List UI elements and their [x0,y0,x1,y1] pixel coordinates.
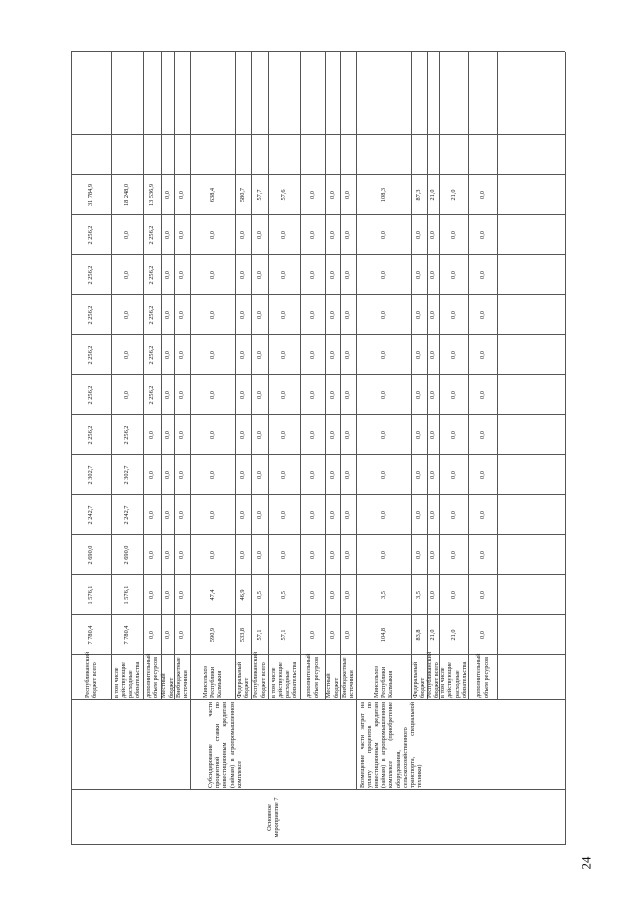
row-rule [497,52,498,700]
value-cell: 0,0 [478,431,486,439]
value-cell: 0,0 [449,311,457,319]
funding-source: в том числе действующие расходные обязательства [112,661,142,698]
value-cell: 0,0 [328,231,336,239]
value-cell: 0,0 [208,431,216,439]
value-cell: 0,0 [280,351,288,359]
value-cell: 0,0 [429,591,437,599]
value-cell: 0,0 [239,311,247,319]
value-cell: 580,7 [239,187,247,203]
value-cell: 0,0 [255,271,263,279]
value-cell: 0,0 [379,471,387,479]
value-cell: 0,0 [328,351,336,359]
value-cell: 0,0 [449,591,457,599]
funding-source: Федеральный бюджет [235,661,250,698]
value-cell: 0,0 [163,351,171,359]
value-cell: 0,0 [328,271,336,279]
value-cell: 0,0 [449,551,457,559]
value-cell: 0,0 [429,431,437,439]
value-cell: 0,0 [163,471,171,479]
value-cell: 590,9 [208,627,216,643]
value-cell: 0,0 [429,231,437,239]
value-cell: 2 256,2 [87,225,95,245]
value-cell: 0,0 [208,271,216,279]
value-cell: 21,0 [429,629,437,641]
value-cell: 2 256,2 [87,305,95,325]
value-cell: 0,0 [308,391,316,399]
value-cell: 7 780,4 [87,625,95,645]
activity-agency: Минсельхоз Республики Калмыкия [201,666,224,698]
value-cell: 0,0 [344,271,352,279]
value-cell: 0,0 [208,511,216,519]
value-cell: 0,0 [478,191,486,199]
value-cell: 0,0 [449,231,457,239]
value-cell: 2 256,2 [87,265,95,285]
value-cell: 2 256,2 [148,305,156,325]
value-cell: 0,0 [148,591,156,599]
value-cell: 0,0 [379,231,387,239]
value-cell: 0,0 [148,471,156,479]
value-cell: 0,0 [178,631,186,639]
value-cell: 0,0 [178,311,186,319]
funding-source: дополнительный объем ресурсов [475,653,490,698]
value-cell: 0,0 [379,551,387,559]
value-cell: 0,0 [178,551,186,559]
value-cell: 0,0 [255,551,263,559]
value-cell: 57,6 [280,189,288,201]
value-cell: 0,0 [255,391,263,399]
funding-source: Местный бюджет [160,673,175,698]
value-cell: 0,0 [478,591,486,599]
value-cell: 2 256,2 [87,345,95,365]
activity-label: Субсидирование части процентной ставки по инвестиционным кредитам (займам) в агропромышленном комплексе [207,702,243,788]
value-cell: 0,0 [148,631,156,639]
value-cell: 0,0 [239,391,247,399]
value-cell: 0,0 [344,631,352,639]
value-cell: 0,0 [308,311,316,319]
value-cell: 0,0 [208,351,216,359]
table-border-vertical [71,51,565,52]
value-cell: 2 242,7 [123,505,131,525]
value-cell: 0,0 [239,471,247,479]
value-cell: 3,5 [379,591,387,599]
value-cell: 0,0 [328,391,336,399]
value-cell: 0,0 [449,391,457,399]
value-cell: 0,0 [163,631,171,639]
value-cell: 0,0 [379,431,387,439]
value-cell: 18 248,0 [123,183,131,207]
value-cell: 0,0 [328,471,336,479]
value-cell: 638,4 [208,187,216,203]
funding-source: в том числе действующие расходные обязательства [269,661,299,698]
value-cell: 0,0 [429,311,437,319]
value-cell: 2 302,7 [123,465,131,485]
value-cell: 0,0 [415,431,423,439]
value-cell: 0,0 [280,271,288,279]
value-cell: 0,0 [163,231,171,239]
value-cell: 2 256,2 [87,385,95,405]
value-cell: 3,5 [415,591,423,599]
value-cell: 0,0 [163,511,171,519]
value-cell: 2 256,2 [148,345,156,365]
value-cell: 57,1 [255,629,263,641]
value-cell: 0,0 [163,431,171,439]
value-cell: 0,0 [308,551,316,559]
table-rule-vertical [71,134,565,135]
value-cell: 0,0 [415,391,423,399]
value-cell: 0,0 [478,551,486,559]
value-cell: 0,0 [429,471,437,479]
value-cell: 47,4 [208,589,216,601]
value-cell: 0,0 [344,351,352,359]
value-cell: 0,0 [328,311,336,319]
value-cell: 1 576,1 [123,585,131,605]
value-cell: 0,0 [280,431,288,439]
value-cell: 31 784,9 [87,183,95,207]
value-cell: 0,0 [208,471,216,479]
value-cell: 7 780,4 [123,625,131,645]
value-cell: 0,0 [178,431,186,439]
value-cell: 0,0 [308,631,316,639]
value-cell: 0,0 [308,271,316,279]
value-cell: 0,0 [280,311,288,319]
value-cell: 108,3 [379,187,387,203]
value-cell: 2 256,2 [148,385,156,405]
value-cell: 0,0 [148,551,156,559]
value-cell: 0,0 [308,231,316,239]
value-cell: 0,0 [308,351,316,359]
value-cell: 0,0 [328,631,336,639]
value-cell: 87,3 [415,189,423,201]
value-cell: 0,0 [415,511,423,519]
value-cell: 0,0 [255,471,263,479]
value-cell: 0,0 [178,191,186,199]
value-cell: 0,0 [255,511,263,519]
value-cell: 0,0 [163,391,171,399]
value-cell: 2 690,0 [123,545,131,565]
value-cell: 0,0 [449,511,457,519]
value-cell: 0,0 [280,231,288,239]
funding-source: Республиканский бюджет всего [425,651,440,698]
value-cell: 0,0 [379,351,387,359]
value-cell: 0,0 [415,271,423,279]
value-cell: 0,0 [379,391,387,399]
value-cell: 0,0 [178,511,186,519]
value-cell: 0,0 [478,351,486,359]
value-cell: 0,0 [415,231,423,239]
value-cell: 21,0 [429,189,437,201]
value-cell: 0,5 [280,591,288,599]
value-cell: 0,0 [344,191,352,199]
value-cell: 0,0 [255,351,263,359]
value-cell: 0,0 [429,351,437,359]
value-cell: 0,0 [208,231,216,239]
value-cell: 0,0 [308,431,316,439]
value-cell: 0,0 [239,511,247,519]
value-cell: 0,0 [308,471,316,479]
value-cell: 0,0 [123,271,131,279]
value-cell: 0,0 [123,311,131,319]
value-cell: 0,0 [308,591,316,599]
value-cell: 0,0 [178,391,186,399]
funding-source: в том числе действующие расходные обязательства [439,661,468,698]
value-cell: 0,0 [163,591,171,599]
value-cell: 0,0 [415,351,423,359]
value-cell: 13 536,9 [148,183,156,207]
value-cell: 0,0 [328,191,336,199]
value-cell: 0,0 [280,391,288,399]
value-cell: 2 256,2 [148,265,156,285]
value-cell: 0,0 [328,551,336,559]
table-border-horizontal [565,52,566,845]
value-cell: 0,0 [478,631,486,639]
funding-source: Федеральный бюджет [411,661,426,698]
value-cell: 533,8 [239,627,247,643]
activity-agency: Минсельхоз Республики Калмыкия [372,666,395,698]
value-cell: 0,0 [239,231,247,239]
value-cell: 0,0 [478,391,486,399]
event-label: Основное мероприятие 7 [265,797,280,838]
funding-source: Республиканский бюджет всего [83,651,98,698]
value-cell: 0,0 [178,231,186,239]
budget-table [71,52,565,845]
value-cell: 2 302,7 [87,465,95,485]
value-cell: 0,0 [239,351,247,359]
value-cell: 0,0 [178,351,186,359]
value-cell: 0,0 [163,271,171,279]
value-cell: 0,0 [255,231,263,239]
funding-source: Республиканский бюджет всего [252,651,267,698]
value-cell: 0,0 [208,551,216,559]
value-cell: 2 256,2 [87,425,95,445]
value-cell: 0,0 [379,271,387,279]
value-cell: 0,0 [429,551,437,559]
value-cell: 0,0 [344,311,352,319]
funding-source: Внебюджетные источники [174,657,189,698]
value-cell: 0,0 [429,271,437,279]
page-number: 24 [578,856,594,870]
value-cell: 0,0 [478,511,486,519]
value-cell: 0,0 [328,431,336,439]
value-cell: 0,0 [308,191,316,199]
value-cell: 0,0 [163,551,171,559]
value-cell: 0,0 [344,431,352,439]
value-cell: 0,0 [163,191,171,199]
funding-source: дополнительный объем ресурсов [305,653,320,698]
value-cell: 57,1 [280,629,288,641]
value-cell: 0,0 [344,511,352,519]
value-cell: 57,7 [255,189,263,201]
funding-source: Внебюджетные источники [340,657,355,698]
value-cell: 0,0 [449,271,457,279]
value-cell: 0,0 [280,551,288,559]
value-cell: 2 690,0 [87,545,95,565]
value-cell: 2 242,7 [87,505,95,525]
value-cell: 0,0 [415,551,423,559]
value-cell: 0,0 [449,431,457,439]
value-cell: 0,0 [415,471,423,479]
funding-source: Местный бюджет [325,673,340,698]
value-cell: 0,0 [148,431,156,439]
value-cell: 0,0 [344,591,352,599]
value-cell: 0,0 [379,311,387,319]
value-cell: 0,0 [163,311,171,319]
value-cell: 0,0 [429,391,437,399]
value-cell: 2 256,2 [148,225,156,245]
value-cell: 0,0 [239,271,247,279]
value-cell: 0,0 [178,271,186,279]
value-cell: 0,0 [478,271,486,279]
value-cell: 0,0 [123,351,131,359]
value-cell: 0,0 [328,591,336,599]
value-cell: 0,0 [478,311,486,319]
value-cell: 0,0 [255,431,263,439]
value-cell: 0,0 [379,511,387,519]
value-cell: 0,0 [148,511,156,519]
value-cell: 0,0 [239,431,247,439]
value-cell: 0,0 [239,551,247,559]
value-cell: 46,9 [239,589,247,601]
value-cell: 0,0 [449,471,457,479]
value-cell: 0,0 [478,231,486,239]
value-cell: 0,0 [208,311,216,319]
value-cell: 21,0 [449,629,457,641]
activity-label: Возмещение части затрат на уплату процентов по инвестиционным кредитам (займам) в агропромышленном комплексе (приобретение оборудования, сельскохозяйственного транспорта, специальной техники) [358,702,423,788]
value-cell: 0,0 [280,471,288,479]
value-cell: 0,0 [344,471,352,479]
value-cell: 0,0 [208,391,216,399]
value-cell: 0,0 [178,471,186,479]
funding-source: дополнительный объем ресурсов [144,653,159,698]
value-cell: 104,8 [379,627,387,643]
value-cell: 0,0 [478,471,486,479]
value-cell: 0,0 [308,511,316,519]
value-cell: 0,0 [123,391,131,399]
value-cell: 0,0 [344,391,352,399]
value-cell: 1 576,1 [87,585,95,605]
value-cell: 0,0 [344,551,352,559]
value-cell: 0,0 [123,231,131,239]
value-cell: 0,0 [255,311,263,319]
value-cell: 2 256,2 [123,425,131,445]
value-cell: 0,0 [449,351,457,359]
value-cell: 0,5 [255,591,263,599]
value-cell: 0,0 [415,311,423,319]
value-cell: 0,0 [429,511,437,519]
value-cell: 21,0 [449,189,457,201]
value-cell: 0,0 [178,591,186,599]
value-cell: 0,0 [280,511,288,519]
value-cell: 0,0 [344,231,352,239]
value-cell: 0,0 [328,511,336,519]
value-cell: 83,8 [415,629,423,641]
